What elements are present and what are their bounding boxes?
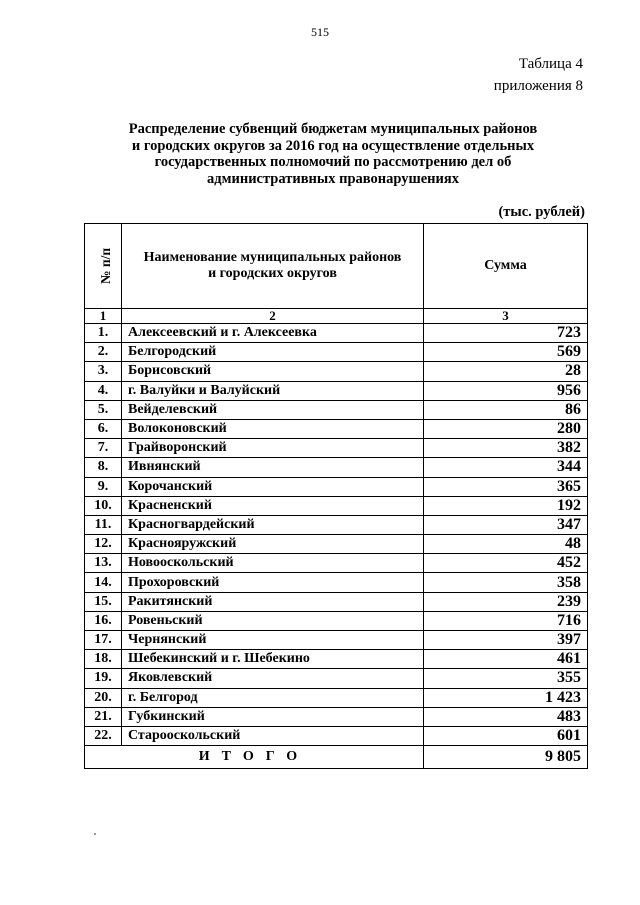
row-name: Ровеньский: [122, 611, 424, 630]
title-line1: Распределение субвенций бюджетам муниципальных районов: [128, 121, 538, 137]
row-sum: 483: [424, 707, 588, 726]
column-number: 1: [85, 309, 122, 324]
table-label-line2: приложения 8: [493, 78, 583, 94]
row-name: Губкинский: [122, 707, 424, 726]
row-number: 18.: [85, 650, 122, 669]
table-body: [85, 324, 588, 746]
table-label-line1: Таблица 4: [518, 56, 583, 72]
table-row: [85, 631, 588, 650]
row-sum: 192: [424, 496, 588, 515]
header-number: [85, 224, 122, 309]
row-name: Красненский: [122, 496, 424, 515]
table-row: [85, 362, 588, 381]
column-number-row: [85, 309, 588, 324]
header-sum: Сумма: [424, 224, 588, 309]
row-name: Новооскольский: [122, 554, 424, 573]
row-sum: 452: [424, 554, 588, 573]
row-name: г. Валуйки и Валуйский: [122, 381, 424, 400]
row-sum: 397: [424, 631, 588, 650]
row-name: Борисовский: [122, 362, 424, 381]
table-row: [85, 477, 588, 496]
units-note: (тыс. рублей): [498, 204, 585, 220]
row-sum: 86: [424, 400, 588, 419]
row-sum: 355: [424, 669, 588, 688]
row-number: 15.: [85, 592, 122, 611]
row-number: 19.: [85, 669, 122, 688]
row-name: Чернянский: [122, 631, 424, 650]
header-number-label: № п/п: [98, 247, 114, 284]
row-sum: 48: [424, 535, 588, 554]
row-name: Яковлевский: [122, 669, 424, 688]
row-name: Старооскольский: [122, 726, 424, 745]
row-number: 6.: [85, 419, 122, 438]
total-row: [85, 746, 588, 769]
row-number: 14.: [85, 573, 122, 592]
row-number: 13.: [85, 554, 122, 573]
table-row: [85, 726, 588, 745]
page-number: 515: [311, 25, 329, 39]
row-number: 1.: [85, 324, 122, 343]
row-sum: 716: [424, 611, 588, 630]
row-sum: 358: [424, 573, 588, 592]
row-name: Прохоровский: [122, 573, 424, 592]
title-line2: и городских округов за 2016 год на осуществление отдельных: [131, 137, 535, 154]
row-number: 10.: [85, 496, 122, 515]
document-title: [100, 121, 566, 187]
row-sum: 569: [424, 343, 588, 362]
total-label: ИТОГО: [85, 746, 424, 769]
table-row: [85, 400, 588, 419]
row-name: Краснояружский: [122, 535, 424, 554]
table-row: [85, 419, 588, 438]
table-header-row: [85, 224, 588, 309]
header-name: [122, 224, 424, 309]
row-name: Шебекинский и г. Шебекино: [122, 650, 424, 669]
row-name: г. Белгород: [122, 688, 424, 707]
row-sum: 365: [424, 477, 588, 496]
header-name-line2: и городских округов: [208, 266, 337, 281]
row-number: 16.: [85, 611, 122, 630]
row-name: Алексеевский и г. Алексеевка: [122, 324, 424, 343]
table-row: [85, 496, 588, 515]
row-sum: 461: [424, 650, 588, 669]
title-line3: государственных полномочий по рассмотрению дел об: [154, 154, 512, 171]
row-sum: 601: [424, 726, 588, 745]
row-name: Белгородский: [122, 343, 424, 362]
table-row: [85, 554, 588, 573]
table-row: [85, 707, 588, 726]
total-sum: 9 805: [424, 746, 588, 769]
row-number: 5.: [85, 400, 122, 419]
row-sum: 1 423: [424, 688, 588, 707]
row-sum: 280: [424, 419, 588, 438]
row-sum: 382: [424, 439, 588, 458]
row-number: 17.: [85, 631, 122, 650]
row-name: Грайворонский: [122, 439, 424, 458]
table-row: [85, 669, 588, 688]
row-sum: 347: [424, 515, 588, 534]
row-sum: 239: [424, 592, 588, 611]
table-row: [85, 515, 588, 534]
column-number: 2: [122, 309, 424, 324]
scan-speck: [94, 833, 96, 835]
table-row: [85, 688, 588, 707]
row-number: 8.: [85, 458, 122, 477]
row-number: 3.: [85, 362, 122, 381]
row-number: 12.: [85, 535, 122, 554]
table-row: [85, 650, 588, 669]
row-number: 7.: [85, 439, 122, 458]
row-number: 9.: [85, 477, 122, 496]
table-row: [85, 439, 588, 458]
row-sum: 344: [424, 458, 588, 477]
table-row: [85, 592, 588, 611]
header-name-line1: Наименование муниципальных районов: [143, 250, 402, 265]
row-name: Волоконовский: [122, 419, 424, 438]
row-name: Корочанский: [122, 477, 424, 496]
row-name: Вейделевский: [122, 400, 424, 419]
table-row: [85, 381, 588, 400]
row-sum: 28: [424, 362, 588, 381]
table-row: [85, 343, 588, 362]
row-name: Ивнянский: [122, 458, 424, 477]
table-row: [85, 535, 588, 554]
column-number: 3: [424, 309, 588, 324]
table-row: [85, 324, 588, 343]
table-row: [85, 458, 588, 477]
row-sum: 723: [424, 324, 588, 343]
row-sum: 956: [424, 381, 588, 400]
row-name: Красногвардейский: [122, 515, 424, 534]
row-name: Ракитянский: [122, 592, 424, 611]
row-number: 4.: [85, 381, 122, 400]
row-number: 11.: [85, 515, 122, 534]
table-row: [85, 611, 588, 630]
subvention-table: [84, 223, 588, 769]
row-number: 2.: [85, 343, 122, 362]
table-label: [494, 53, 583, 97]
row-number: 20.: [85, 688, 122, 707]
row-number: 22.: [85, 726, 122, 745]
table-row: [85, 573, 588, 592]
row-number: 21.: [85, 707, 122, 726]
title-line4: административных правонарушениях: [207, 170, 459, 187]
